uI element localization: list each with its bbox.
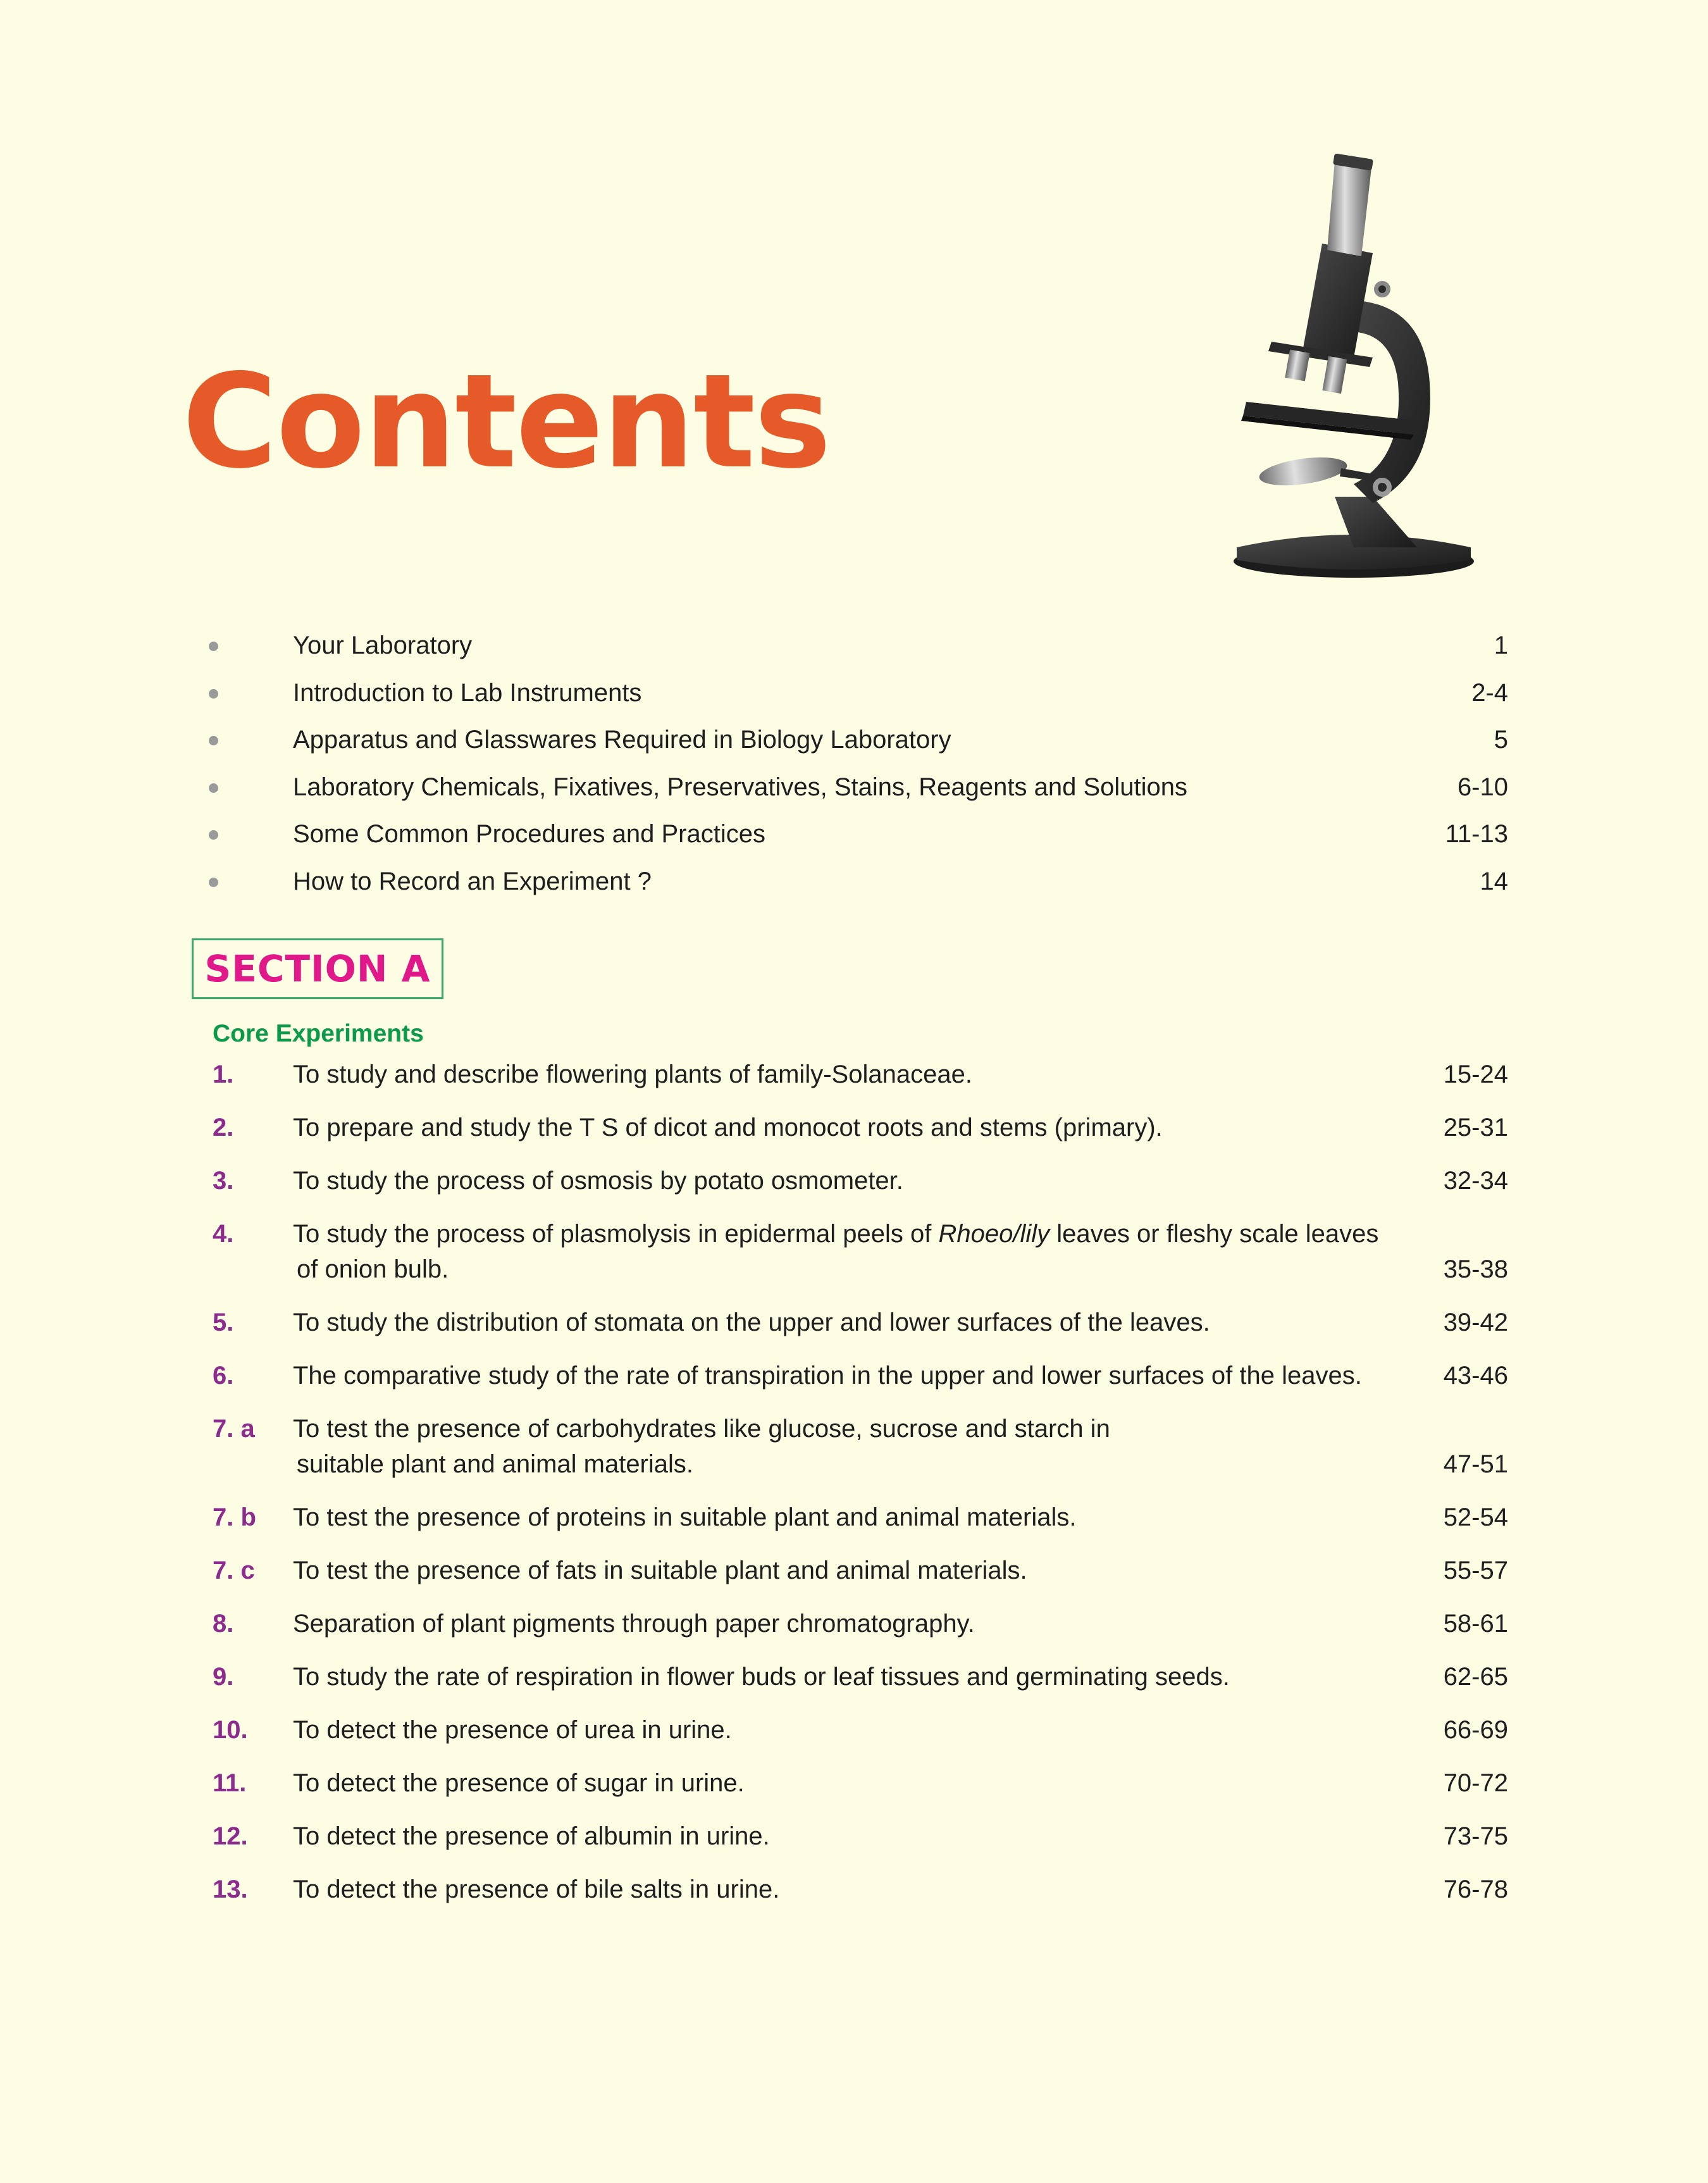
page-number: 11-13 (1445, 820, 1508, 848)
entry-number: 1. (213, 1060, 234, 1088)
entry-title: To study the distribution of stomata on the upper and lower surfaces of the leaves. (293, 1309, 1210, 1336)
list-item[interactable] (213, 1765, 1508, 1819)
page-number: 6-10 (1457, 773, 1508, 801)
list-item[interactable] (213, 1659, 1508, 1712)
page-number: 43-46 (1443, 1362, 1508, 1390)
entry-title: To test the presence of carbohydrates like glucose, sucrose and starch in (293, 1415, 1110, 1443)
entry-title: To detect the presence of bile salts in urine. (293, 1875, 780, 1903)
list-item[interactable] (209, 768, 1508, 816)
list-item[interactable] (213, 1500, 1508, 1553)
list-item[interactable] (209, 815, 1508, 862)
page-number: 1 (1494, 631, 1508, 659)
entry-number: 7. c (213, 1557, 255, 1584)
entry-title: Laboratory Chemicals, Fixatives, Preservatives, Stains, Reagents and Solutions (293, 773, 1188, 801)
entry-title: To test the presence of proteins in suitable plant and animal materials. (293, 1503, 1077, 1531)
section-subtitle: Core Experiments (213, 1020, 424, 1047)
entry-title: To study the rate of respiration in flower buds or leaf tissues and germinating seeds. (293, 1663, 1230, 1691)
list-item[interactable] (209, 626, 1508, 674)
entry-title: To detect the presence of sugar in urine. (293, 1769, 745, 1797)
page-number: 76-78 (1443, 1875, 1508, 1903)
section-label: SECTION A (204, 947, 431, 990)
entry-title: leaves or fleshy scale leaves (1049, 1220, 1379, 1248)
list-item[interactable] (209, 721, 1508, 768)
page-number: 73-75 (1443, 1822, 1508, 1850)
list-item[interactable] (213, 1057, 1508, 1110)
list-item[interactable] (209, 862, 1508, 910)
entry-number: 2. (213, 1114, 234, 1141)
page-number: 62-65 (1443, 1663, 1508, 1691)
entry-title: Some Common Procedures and Practices (293, 820, 765, 848)
entry-title: To study and describe flowering plants of family-Solanaceae. (293, 1060, 972, 1088)
page-number: 66-69 (1443, 1716, 1508, 1744)
page-number: 55-57 (1443, 1557, 1508, 1584)
entry-number: 8. (213, 1610, 234, 1638)
entry-number: 11. (213, 1769, 247, 1797)
entry-title: To study the process of osmosis by potato osmometer. (293, 1167, 903, 1195)
entry-title-line2: of onion bulb. (297, 1255, 449, 1283)
entry-title: To test the presence of fats in suitable plant and animal materials. (293, 1557, 1027, 1584)
page-number: 39-42 (1443, 1309, 1508, 1336)
entry-title: To detect the presence of urea in urine. (293, 1716, 732, 1744)
bullet-icon (209, 736, 218, 745)
entry-title: The comparative study of the rate of transpiration in the upper and lower surfaces of the leaves. (293, 1362, 1362, 1390)
entry-title: To prepare and study the T S of dicot and monocot roots and stems (primary). (293, 1114, 1163, 1141)
intro-list (209, 626, 1508, 909)
entry-title-line2: suitable plant and animal materials. (297, 1450, 694, 1478)
list-item[interactable] (213, 1553, 1508, 1606)
entry-number: 4. (213, 1220, 234, 1248)
entry-title: How to Record an Experiment ? (293, 867, 652, 895)
entry-title: To detect the presence of albumin in urine. (293, 1822, 770, 1850)
entry-number: 7. a (213, 1415, 255, 1443)
list-item[interactable] (213, 1358, 1508, 1411)
entry-title: Your Laboratory (293, 631, 473, 659)
section-heading (192, 938, 443, 999)
entry-number: 7. b (213, 1503, 256, 1531)
list-item[interactable] (213, 1819, 1508, 1872)
entry-number: 6. (213, 1362, 234, 1390)
bullet-icon (209, 878, 218, 887)
list-item[interactable] (213, 1606, 1508, 1659)
page-number: 15-24 (1443, 1060, 1508, 1088)
entry-number: 12. (213, 1822, 248, 1850)
bullet-icon (209, 783, 218, 793)
entry-number: 13. (213, 1875, 248, 1903)
entry-number: 3. (213, 1167, 234, 1195)
list-item[interactable] (213, 1411, 1508, 1500)
list-item[interactable] (213, 1712, 1508, 1765)
entry-title: Separation of plant pigments through paper chromatography. (293, 1610, 975, 1638)
entry-title: To study the process of plasmolysis in epidermal peels of (293, 1220, 939, 1248)
entry-title-italic: Rhoeo/lily (938, 1220, 1050, 1248)
bullet-icon (209, 642, 218, 651)
page-number: 32-34 (1443, 1167, 1508, 1195)
entry-number: 10. (213, 1716, 248, 1744)
page-number: 70-72 (1443, 1769, 1508, 1797)
experiment-list (213, 1057, 1508, 1925)
page-number: 58-61 (1443, 1610, 1508, 1638)
bullet-icon (209, 830, 218, 840)
page-number: 14 (1480, 867, 1508, 895)
page-number: 2-4 (1471, 678, 1508, 707)
bullet-icon (209, 689, 218, 699)
microscope-icon (1227, 142, 1493, 585)
entry-number: 9. (213, 1663, 234, 1691)
page-title: Contents (182, 347, 831, 497)
entry-title: Introduction to Lab Instruments (293, 678, 642, 707)
page-number: 5 (1494, 726, 1508, 754)
page-number: 25-31 (1443, 1114, 1508, 1141)
list-item[interactable] (213, 1305, 1508, 1358)
list-item[interactable] (213, 1163, 1508, 1216)
list-item[interactable] (213, 1216, 1508, 1305)
list-item[interactable] (213, 1110, 1508, 1163)
page-number: 52-54 (1443, 1503, 1508, 1531)
page-number: 47-51 (1443, 1450, 1508, 1478)
list-item[interactable] (209, 674, 1508, 721)
list-item[interactable] (213, 1872, 1508, 1925)
entry-title: Apparatus and Glasswares Required in Biology Laboratory (293, 726, 951, 754)
page-number: 35-38 (1443, 1255, 1508, 1283)
entry-number: 5. (213, 1309, 234, 1336)
